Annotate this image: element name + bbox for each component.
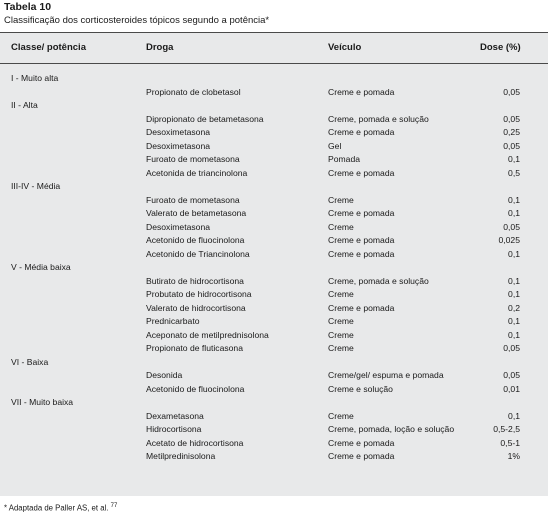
- dose-cell: 0,1: [508, 410, 520, 421]
- dose-cell: 0,1: [508, 289, 520, 299]
- dose-cell: 0,1: [508, 154, 520, 164]
- dose-cell: 0,1: [508, 329, 520, 340]
- drug-cell: Dipropionato de betametasona: [146, 113, 264, 124]
- vehicle-cell: Creme e pomada: [328, 86, 395, 97]
- table-row: [0, 369, 548, 383]
- dose-cell: 0,05: [503, 370, 520, 380]
- vehicle-cell: Creme e pomada: [328, 167, 395, 178]
- class-label: I - Muito alta: [11, 73, 59, 83]
- vehicle-cell: Creme/gel/ espuma e pomada: [328, 370, 444, 380]
- drug-cell: Dexametasona: [146, 410, 204, 421]
- dose-cell: 0,05: [503, 86, 520, 97]
- dose-cell: 0,25: [503, 127, 520, 137]
- vehicle-cell: Creme: [328, 410, 354, 421]
- drug-cell: Furoato de mometasona: [146, 194, 240, 205]
- drug-cell: Acetonido de fluocinolona: [146, 235, 245, 245]
- vehicle-cell: Gel: [328, 140, 342, 151]
- drug-cell: Probutato de hidrocortisona: [146, 289, 252, 299]
- dose-cell: 0,05: [503, 343, 520, 353]
- class-label: III-IV - Média: [11, 181, 61, 191]
- table-row: [0, 153, 548, 167]
- header-dose: Dose (%): [480, 42, 521, 53]
- drug-cell: Valerato de betametasona: [146, 208, 247, 218]
- table-row: [0, 383, 548, 397]
- dose-cell: 0,2: [508, 302, 520, 313]
- drug-cell: Prednicarbato: [146, 316, 200, 326]
- drug-cell: Furoato de mometasona: [146, 154, 240, 164]
- dose-cell: 0,01: [503, 383, 520, 394]
- vehicle-cell: Creme e pomada: [328, 127, 395, 137]
- footnote-ref: 77: [110, 503, 118, 509]
- class-label: VI - Baixa: [11, 356, 49, 367]
- dose-cell: 0,05: [503, 140, 520, 151]
- table-row: [0, 221, 548, 235]
- vehicle-cell: Creme e solução: [328, 383, 393, 394]
- drug-cell: Acetonida de triancinolona: [146, 167, 248, 178]
- table-row: [0, 315, 548, 329]
- table-row: [0, 342, 548, 356]
- table-row: [0, 248, 548, 262]
- vehicle-cell: Creme e pomada: [328, 437, 395, 448]
- table-subtitle: Classificação dos corticosteroides tópicos segundo a potência*: [4, 15, 270, 26]
- drug-cell: Acetato de hidrocortisona: [146, 437, 244, 448]
- table-title: Tabela 10: [4, 1, 52, 13]
- footnote: [4, 503, 117, 513]
- vehicle-cell: Creme: [328, 343, 354, 353]
- table-row: [0, 423, 548, 437]
- table-body: [0, 72, 548, 464]
- vehicle-cell: Creme: [328, 221, 354, 232]
- table-row: [0, 288, 548, 302]
- class-label: V - Média baixa: [11, 262, 71, 272]
- vehicle-cell: Creme e pomada: [328, 248, 395, 259]
- dose-cell: 0,1: [508, 208, 520, 218]
- class-label: II - Alta: [11, 100, 38, 110]
- table-row: [0, 437, 548, 451]
- class-row: [0, 261, 548, 275]
- table-row: [0, 329, 548, 343]
- class-row: [0, 396, 548, 410]
- vehicle-cell: Creme, pomada e solução: [328, 113, 429, 124]
- drug-cell: Desoximetasona: [146, 127, 211, 137]
- table-row: [0, 410, 548, 424]
- drug-cell: Metilpredinisolona: [146, 451, 216, 461]
- drug-cell: Aceponato de metilprednisolona: [146, 329, 269, 340]
- table-row: [0, 234, 548, 248]
- table-row: [0, 302, 548, 316]
- dose-cell: 0,1: [508, 194, 520, 205]
- dose-cell: 0,025: [498, 235, 520, 245]
- class-row: [0, 72, 548, 86]
- table-row: [0, 126, 548, 140]
- header-vehicle: Veículo: [328, 42, 362, 53]
- drug-cell: Desoximetasona: [146, 140, 211, 151]
- dose-cell: 0,5-2,5: [493, 424, 520, 434]
- drug-cell: Propionato de clobetasol: [146, 86, 241, 97]
- vehicle-cell: Creme: [328, 289, 354, 299]
- vehicle-cell: Creme e pomada: [328, 302, 395, 313]
- vehicle-cell: Creme: [328, 329, 354, 340]
- class-row: [0, 356, 548, 370]
- drug-cell: Butirato de hidrocortisona: [146, 275, 244, 286]
- table-row: [0, 207, 548, 221]
- table-row: [0, 140, 548, 154]
- dose-cell: 0,1: [508, 316, 520, 326]
- class-row: [0, 99, 548, 113]
- vehicle-cell: Creme e pomada: [328, 235, 395, 245]
- class-row: [0, 180, 548, 194]
- drug-cell: Propionato de fluticasona: [146, 343, 243, 353]
- dose-cell: 0,5-1: [500, 437, 520, 448]
- drug-cell: Acetonido de Triancinolona: [146, 248, 250, 259]
- vehicle-cell: Creme, pomada e solução: [328, 275, 429, 286]
- header-drug: Droga: [146, 42, 174, 53]
- drug-cell: Desoximetasona: [146, 221, 211, 232]
- dose-cell: 0,1: [508, 275, 520, 286]
- drug-cell: Valerato de hidrocortisona: [146, 302, 246, 313]
- table-row: [0, 113, 548, 127]
- table-row: [0, 275, 548, 289]
- corticosteroid-table: [0, 32, 548, 496]
- dose-cell: 0,05: [503, 113, 520, 124]
- vehicle-cell: Creme e pomada: [328, 451, 395, 461]
- header-class: Classe/ potência: [11, 42, 86, 53]
- table-header-row: [0, 32, 548, 64]
- dose-cell: 0,1: [508, 248, 520, 259]
- dose-cell: 1%: [507, 451, 520, 461]
- vehicle-cell: Creme: [328, 316, 354, 326]
- class-label: VII - Muito baixa: [11, 397, 74, 407]
- table-row: [0, 167, 548, 181]
- drug-cell: Acetonido de fluocinolona: [146, 383, 245, 394]
- drug-cell: Hidrocortisona: [146, 424, 202, 434]
- table-row: [0, 194, 548, 208]
- vehicle-cell: Creme, pomada, loção e solução: [328, 424, 455, 434]
- table-row: [0, 86, 548, 100]
- drug-cell: Desonida: [146, 370, 183, 380]
- footnote-text: * Adaptada de Paller AS, et al.: [4, 503, 109, 513]
- dose-cell: 0,5: [508, 167, 520, 178]
- vehicle-cell: Creme e pomada: [328, 208, 395, 218]
- vehicle-cell: Pomada: [328, 154, 361, 164]
- vehicle-cell: Creme: [328, 194, 354, 205]
- table-row: [0, 450, 548, 464]
- dose-cell: 0,05: [503, 221, 520, 232]
